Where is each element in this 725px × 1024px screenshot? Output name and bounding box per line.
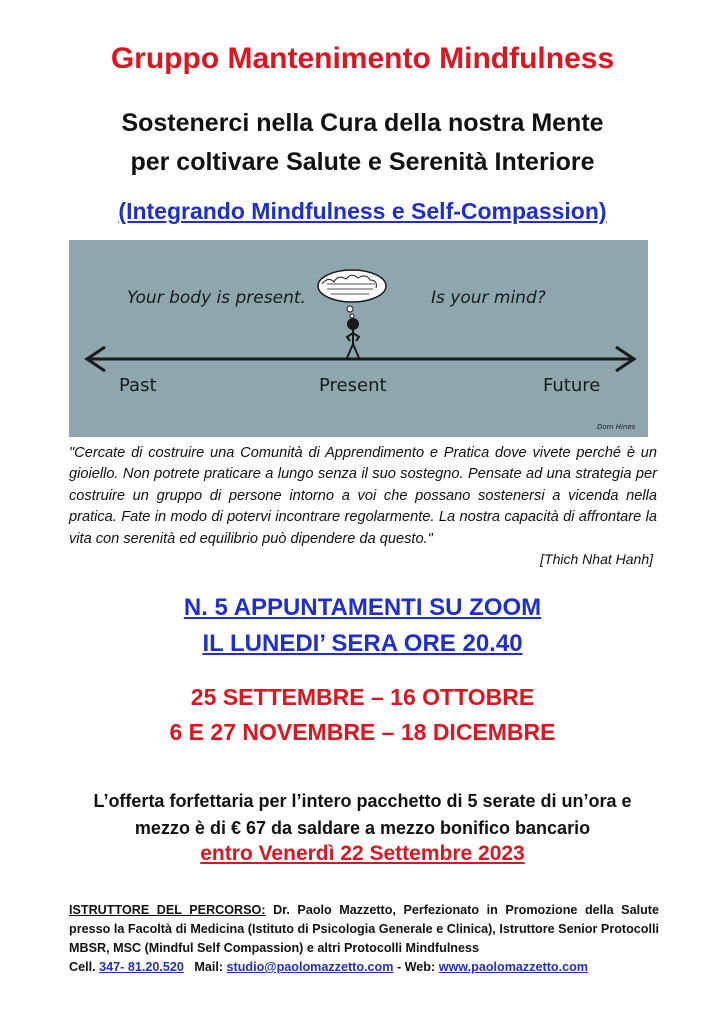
stick-figure <box>347 319 359 358</box>
quote-text: "Cercate di costruire una Comunità di Apprendimento e Pratica dove vivete perché è un gioiello. Non potrete praticare a lungo senza il suo sostegno. Pensate ad una strategia per costruire un gruppo di persone intorno a voi che possano sostenersi a vicenda nella pratica. Fate in modo di potervi incontrare regolarmente. La nostra capacità di affrontare la vita con serenità ed equilibrio può dipendere da questo." <box>69 445 657 547</box>
zoom-info <box>0 590 725 662</box>
parenthetical-note: (Integrando Mindfulness e Self-Compassion) <box>118 198 607 224</box>
subtitle-line-2: per coltivare Salute e Serenità Interiore <box>130 148 595 176</box>
thought-bubble-small <box>347 306 353 312</box>
timeline-drawing <box>69 240 648 437</box>
mindfulness-illustration <box>69 240 648 437</box>
dates-line-2: 6 E 27 NOVEMBRE – 18 DICEMBRE <box>169 719 556 745</box>
cell-label: Cell. <box>69 960 100 974</box>
text-body-present: Your body is present. <box>127 288 306 308</box>
offer-line-1: L’offerta forfettaria per l’intero pacchetto di 5 serate di un’ora e <box>93 791 632 811</box>
subtitle <box>0 104 725 182</box>
dates-block <box>0 680 725 750</box>
instructor-info <box>69 901 659 977</box>
mail-label: Mail: <box>183 960 227 974</box>
thought-bubble-tiny <box>350 314 354 318</box>
subtitle-line-1: Sostenerci nella Cura della nostra Mente <box>121 109 604 137</box>
website-link[interactable]: www.paolomazzetto.com <box>438 960 588 974</box>
instructor-description: Dr. Paolo Mazzetto, Perfezionato in Promozione della Salute presso la Facoltà di Medicina (Istituto di Psicologia Generale e Clinica), Istruttore Senior Protocolli MBSR, MSC (Mindful Self Compassion) e altri Protocolli Mindfulness <box>69 903 659 955</box>
offer-text <box>0 788 725 842</box>
artist-signature: Dom Hines <box>597 423 636 431</box>
zoom-line-1: N. 5 APPUNTAMENTI SU ZOOM <box>183 594 542 621</box>
phone-link[interactable]: 347- 81.20.520 <box>99 960 184 974</box>
instructor-label: ISTRUTTORE DEL PERCORSO: <box>69 903 266 917</box>
page-title: Gruppo Mantenimento Mindfulness <box>110 42 615 75</box>
label-future: Future <box>543 375 601 396</box>
web-label: - Web: <box>393 960 439 974</box>
zoom-line-2: IL LUNEDI’ SERA ORE 20.40 <box>202 630 523 657</box>
dates-line-1: 25 SETTEMBRE – 16 OTTOBRE <box>190 684 535 710</box>
email-link[interactable]: studio@paolomazzetto.com <box>226 960 394 974</box>
text-is-your-mind: Is your mind? <box>431 288 546 308</box>
label-present: Present <box>319 375 387 396</box>
payment-deadline: entro Venerdì 22 Settembre 2023 <box>200 842 525 865</box>
offer-line-2: mezzo è di € 67 da saldare a mezzo bonifico bancario <box>134 818 591 838</box>
label-past: Past <box>119 375 157 396</box>
quote-author: [Thich Nhat Hanh] <box>540 551 653 567</box>
